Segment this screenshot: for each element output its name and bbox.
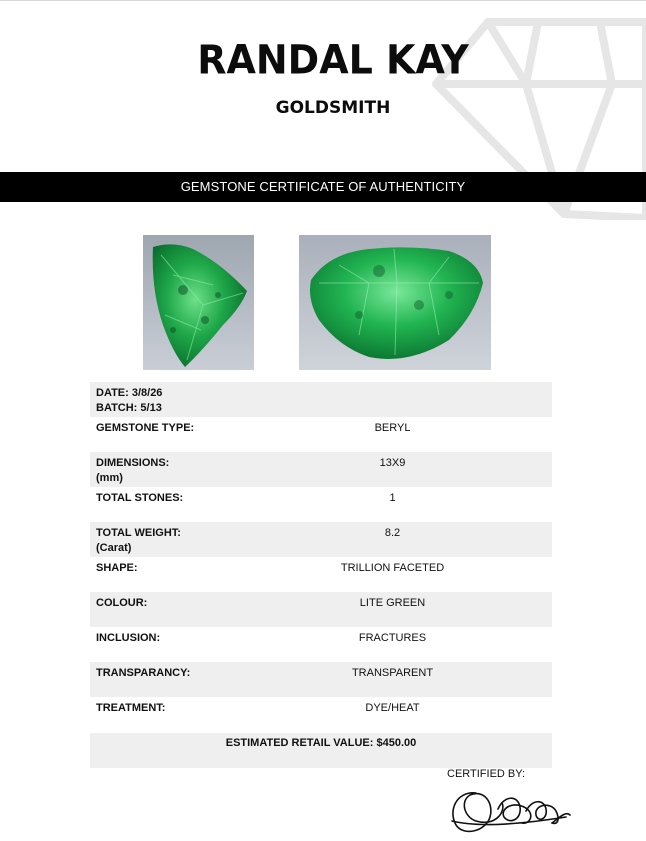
inclusion-row	[90, 627, 552, 662]
shape-label: SHAPE:	[96, 562, 138, 574]
total-weight-label: TOTAL WEIGHT: (Carat)	[96, 527, 181, 554]
treatment-row	[90, 697, 552, 732]
colour-row	[90, 592, 552, 627]
treatment-value: DYE/HEAT	[365, 702, 420, 714]
inclusion-value: FRACTURES	[358, 632, 427, 644]
gemstone-type-row	[90, 417, 552, 452]
certified-by-label: CERTIFIED BY:	[447, 768, 526, 780]
estimated-retail-value: ESTIMATED RETAIL VALUE: $450.00	[90, 733, 552, 768]
gemstone-photo-side	[299, 235, 491, 370]
total-weight-value: 8.2	[384, 527, 401, 539]
gemstone-type-value: BERYL	[374, 422, 411, 434]
transparancy-value: TRANSPARENT	[351, 667, 434, 679]
total-weight-row	[90, 522, 552, 557]
signature-mark	[446, 781, 574, 837]
total-stones-value: 1	[389, 492, 396, 504]
date-batch-row	[90, 382, 552, 417]
colour-label: COLOUR:	[96, 597, 148, 609]
inclusion-label: INCLUSION:	[96, 632, 161, 644]
brand-subtitle: GOLDSMITH	[275, 98, 391, 118]
certificate-banner: GEMSTONE CERTIFICATE OF AUTHENTICITY	[0, 172, 646, 202]
top-rule	[0, 0, 646, 1]
gemstone-photo-top	[143, 235, 254, 370]
transparancy-label: TRANSPARANCY:	[96, 667, 191, 679]
shape-row	[90, 557, 552, 592]
gemstone-type-label: GEMSTONE TYPE:	[96, 422, 195, 434]
certificate-details-table	[90, 382, 552, 732]
treatment-label: TREATMENT:	[96, 702, 166, 714]
dimensions-row	[90, 452, 552, 487]
colour-value: LITE GREEN	[359, 597, 426, 609]
total-stones-label: TOTAL STONES:	[96, 492, 184, 504]
shape-value: TRILLION FACETED	[340, 562, 445, 574]
date-batch-label: DATE: 3/8/26 BATCH: 5/13	[96, 387, 163, 414]
dimensions-label: DIMENSIONS: (mm)	[96, 457, 170, 484]
brand-name: RANDAL KAY	[197, 36, 469, 84]
total-stones-row	[90, 487, 552, 522]
transparancy-row	[90, 662, 552, 697]
dimensions-value: 13X9	[379, 457, 406, 469]
